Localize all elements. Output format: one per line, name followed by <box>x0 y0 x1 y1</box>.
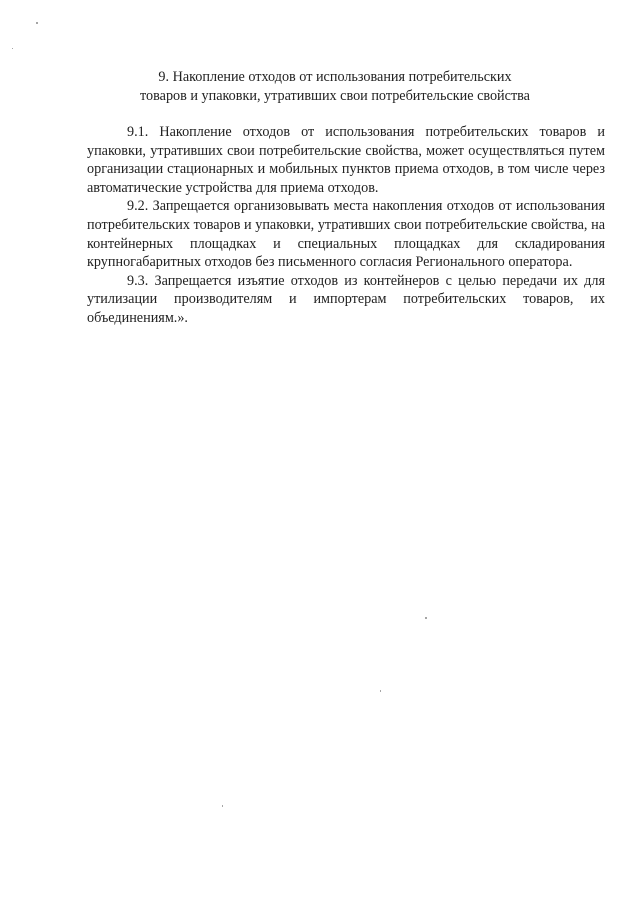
paragraph-9-2: 9.2. Запрещается организовывать места накопления отходов от использования потребительских товаров и упаковки, утративших свои потребительские свойства, на контейнерных площадках и специальных площадках для складирования крупногабаритных отходов без письменного согласия Регионального оператора. <box>87 198 605 271</box>
paragraph-9-3: 9.3. Запрещается изъятие отходов из контейнеров с целью передачи их для утилизации производителям и импортерам потребительских товаров, их объединениям.». <box>87 272 605 326</box>
section-heading <box>80 68 590 106</box>
paragraph-9-1: 9.1. Накопление отходов от использования потребительских товаров и упаковки, утративших свои потребительские свойства, может осуществляться путем организации стационарных и мобильных пунктов приема отходов, в том числе через автоматические устройства для приема отходов. <box>87 124 605 196</box>
scan-speck <box>36 22 38 24</box>
section-body <box>87 123 605 328</box>
scan-speck <box>12 48 13 49</box>
scan-speck <box>425 617 427 619</box>
scan-speck <box>222 805 223 807</box>
scan-speck <box>380 690 381 692</box>
heading-line-2: товаров и упаковки, утративших свои потребительские свойства <box>140 88 530 104</box>
heading-line-1: 9. Накопление отходов от использования потребительских <box>158 69 512 85</box>
